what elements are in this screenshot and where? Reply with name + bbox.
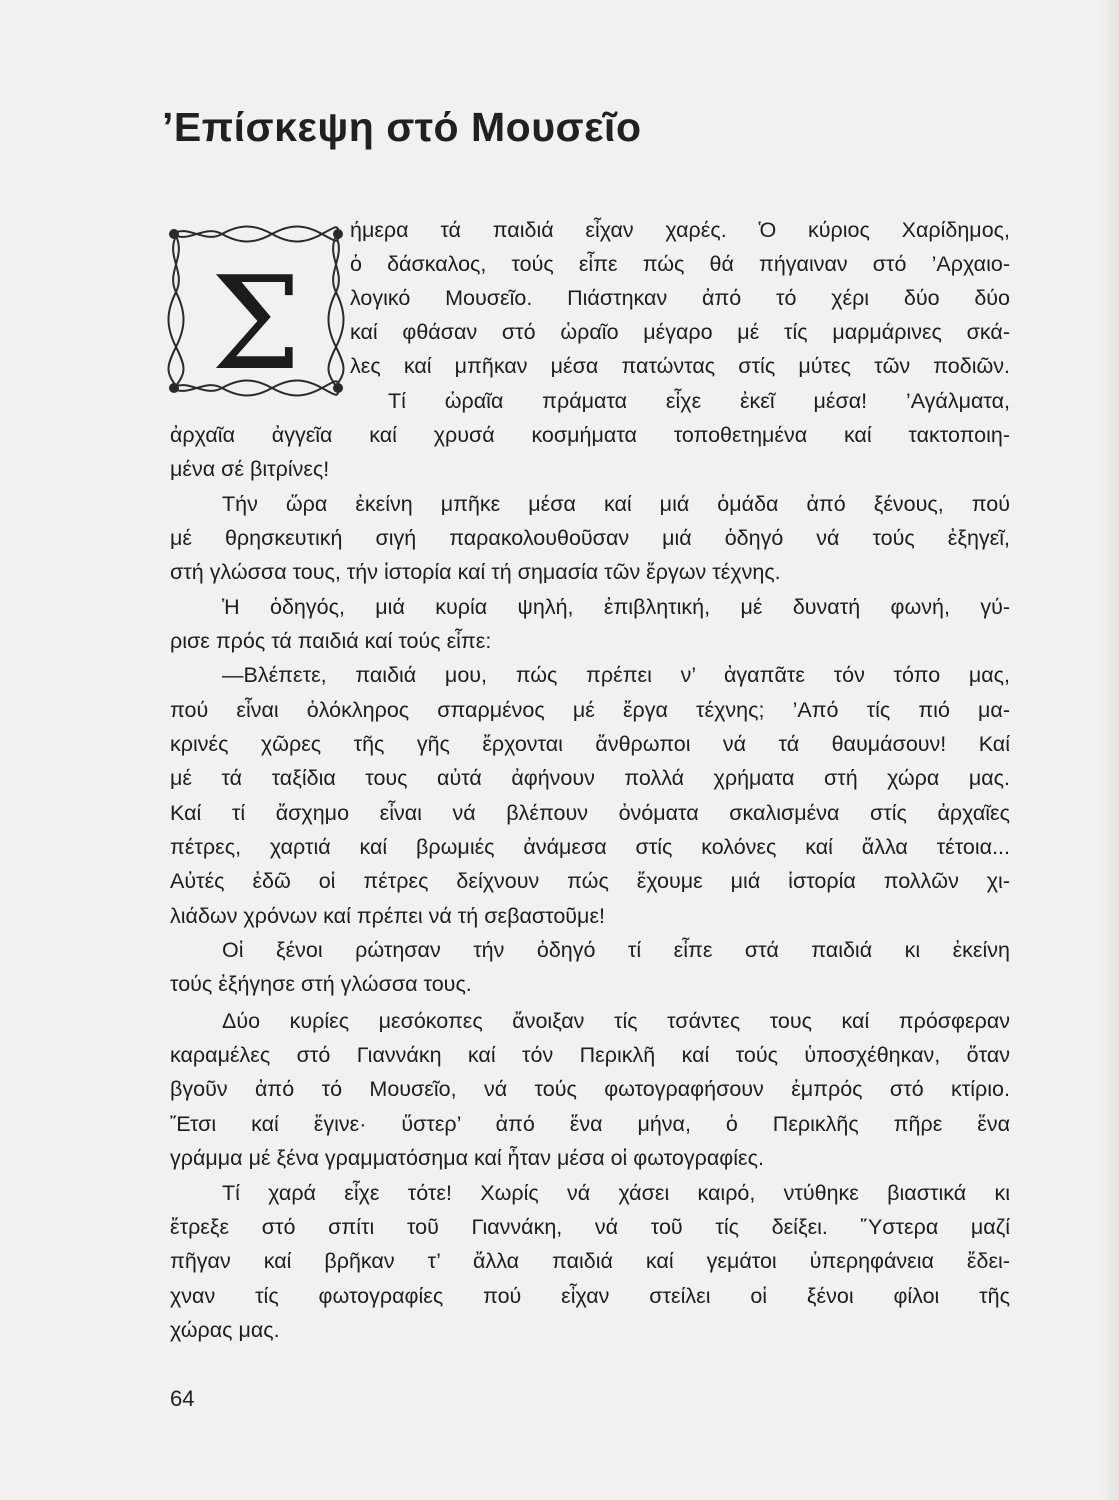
text-line: ἀρχαῖα ἀγγεῖα καί χρυσά κοσμήματα τοποθετημένα καί τακτοποιη- xyxy=(170,423,1010,447)
text-line: ρισε πρός τά παιδιά καί τούς εἶπε: xyxy=(170,629,492,653)
text-line: χώρας μας. xyxy=(170,1318,280,1342)
text-line: πῆγαν καί βρῆκαν τ’ ἄλλα παιδιά καί γεμάτοι ὑπερηφάνεια ἔδει- xyxy=(170,1249,1010,1273)
page-number: 64 xyxy=(170,1386,195,1411)
text-line: πέτρες, χαρτιά καί βρωμιές ἀνάμεσα στίς κολόνες καί ἄλλα τέτοια... xyxy=(170,835,1010,859)
text-line: —Βλέπετε, παιδιά μου, πώς πρέπει ν’ ἀγαπᾶτε τόν τόπο μας, xyxy=(222,663,1010,687)
page-edge-shadow xyxy=(1101,0,1119,1500)
text-line: Οἱ ξένοι ρώτησαν τήν ὁδηγό τί εἶπε στά παιδιά κι ἐκείνη xyxy=(222,938,1010,962)
drop-cap-ornament xyxy=(164,222,348,400)
text-line: ήμερα τά παιδιά εἶχαν χαρές. Ὁ κύριος Χαρίδημος, xyxy=(350,218,1010,242)
drop-cap-letter: Σ xyxy=(210,250,302,399)
page-title: ’Επίσκεψη στό Μουσεῖο xyxy=(162,104,642,150)
text-line: λογικό Μουσεῖο. Πιάστηκαν ἀπό τό χέρι δύο δύο xyxy=(350,286,1010,310)
text-line: χναν τίς φωτογραφίες πού εἶχαν στείλει οἱ ξένοι φίλοι τῆς xyxy=(170,1284,1010,1308)
text-line: Τί ὡραῖα πράματα εἶχε ἐκεῖ μέσα! ’Αγάλματα, xyxy=(388,389,1010,413)
text-line: μέ τά ταξίδια τους αὐτά ἀφήνουν πολλά χρήματα στή χώρα μας. xyxy=(170,766,1010,790)
text-line: στή γλώσσα τους, τήν ἱστορία καί τή σημασία τῶν ἔργων τέχνης. xyxy=(170,560,781,584)
text-line: πού εἶναι ὁλόκληρος σπαρμένος μέ ἔργα τέχνης; ’Από τίς πιό μα- xyxy=(170,698,1010,722)
text-line: λες καί μπῆκαν μέσα πατώντας στίς μύτες τῶν ποδιῶν. xyxy=(350,354,1010,378)
text-line: βγοῦν ἀπό τό Μουσεῖο, νά τούς φωτογραφήσουν ἐμπρός στό κτίριο. xyxy=(170,1077,1010,1101)
text-line: μέ θρησκευτική σιγή παρακολουθοῦσαν μιά ὁδηγό νά τούς ἐξηγεῖ, xyxy=(170,526,1010,550)
text-line: ὁ δάσκαλος, τούς εἶπε πώς θά πήγαιναν στό ’Αρχαιο- xyxy=(350,252,1010,276)
text-line: Ἡ ὁδηγός, μιά κυρία ψηλή, ἐπιβλητική, μέ δυνατή φωνή, γύ- xyxy=(222,595,1010,619)
text-line: Καί τί ἄσχημο εἶναι νά βλέπουν ὀνόματα σκαλισμένα στίς ἀρχαῖες xyxy=(170,801,1010,825)
text-line: Τί χαρά εἶχε τότε! Χωρίς νά χάσει καιρό, ντύθηκε βιαστικά κι xyxy=(222,1181,1010,1205)
text-line: μένα σέ βιτρίνες! xyxy=(170,457,330,481)
text-line: Δύο κυρίες μεσόκοπες ἄνοιξαν τίς τσάντες τους καί πρόσφεραν xyxy=(222,1009,1010,1033)
text-line: τούς ἐξήγησε στή γλώσσα τους. xyxy=(170,972,472,996)
text-line: Αὐτές ἐδῶ οἱ πέτρες δείχνουν πώς ἔχουμε μιά ἱστορία πολλῶν χι- xyxy=(170,869,1010,893)
text-line: καραμέλες στό Γιαννάκη καί τόν Περικλῆ καί τούς ὑποσχέθηκαν, ὅταν xyxy=(170,1043,1010,1067)
text-line: γράμμα μέ ξένα γραμματόσημα καί ἦταν μέσα οἱ φωτογραφίες. xyxy=(170,1146,764,1170)
text-line: ἔτρεξε στό σπίτι τοῦ Γιαννάκη, νά τοῦ τίς δείξει. Ὕστερα μαζί xyxy=(170,1215,1010,1239)
ornamental-frame-icon xyxy=(164,222,348,400)
text-line: Τήν ὥρα ἐκείνη μπῆκε μέσα καί μιά ὁμάδα ἀπό ξένους, πού xyxy=(222,492,1010,516)
text-line: κρινές χῶρες τῆς γῆς ἔρχονται ἄνθρωποι νά τά θαυμάσουν! Καί xyxy=(170,732,1010,756)
text-line: καί φθάσαν στό ὡραῖο μέγαρο μέ τίς μαρμάρινες σκά- xyxy=(350,320,1010,344)
text-line: Ἔτσι καί ἔγινε· ὕστερ’ ἀπό ἕνα μήνα, ὁ Περικλῆς πῆρε ἕνα xyxy=(170,1112,1010,1136)
text-line: λιάδων χρόνων καί πρέπει νά τή σεβαστοῦμε! xyxy=(170,904,605,928)
